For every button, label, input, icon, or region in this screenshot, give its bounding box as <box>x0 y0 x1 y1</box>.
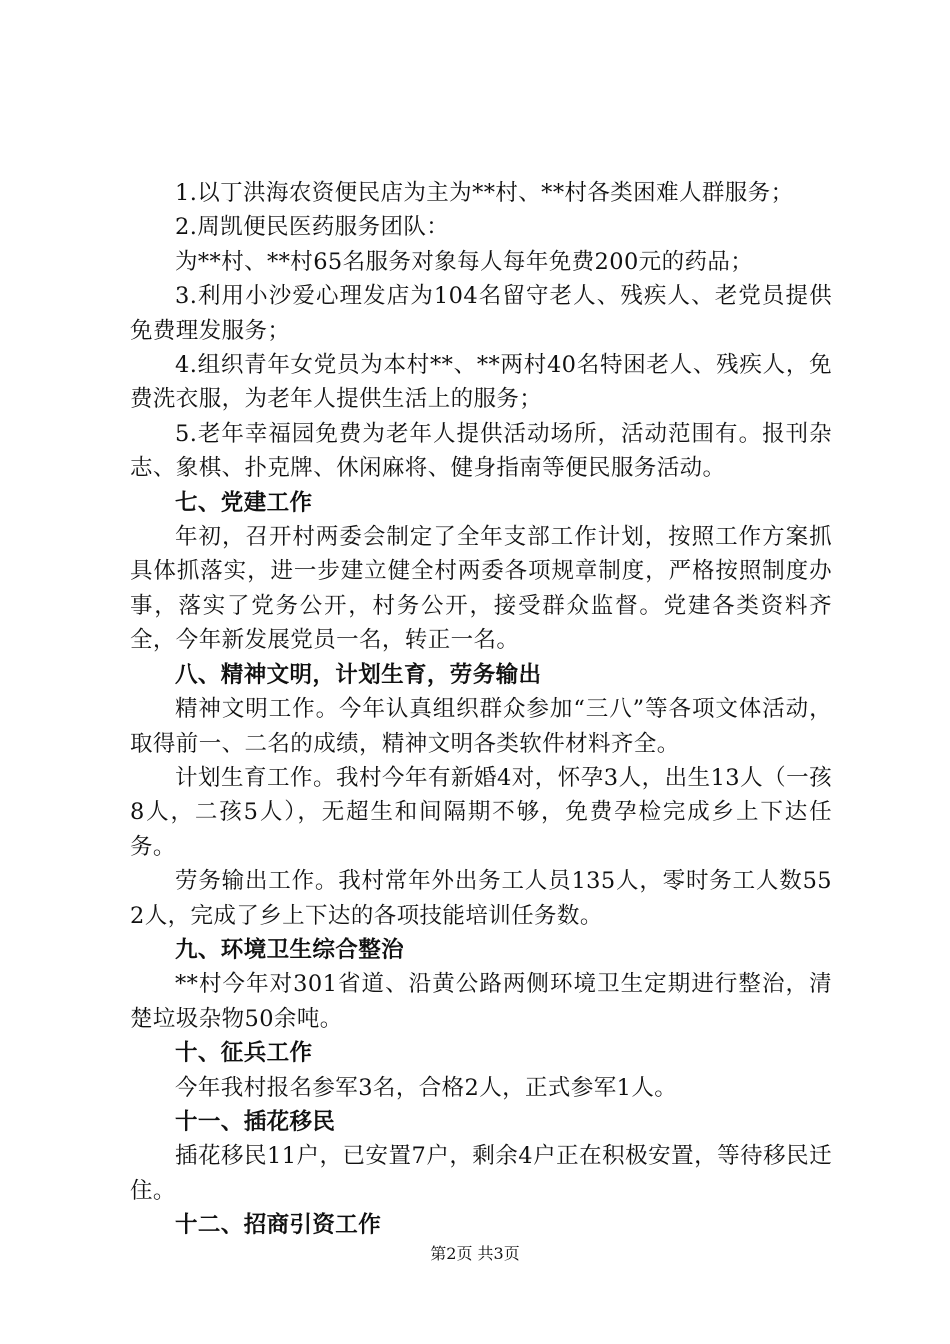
paragraph-party-building: 年初，召开村两委会制定了全年支部工作计划，按照工作方案抓具体抓落实，进一步建立健全村两委各项规章制度，严格按照制度办事，落实了党务公开，村务公开，接受群众监督。党建各类资料齐全，今年新发展党员一名，转正一名。 <box>130 524 832 654</box>
paragraph-family-planning: 计划生育工作。我村今年有新婚4对，怀孕3人，出生13人（一孩8人，二孩5人），无超生和间隔期不够，免费孕检完成乡上下达任务。 <box>130 764 832 860</box>
section-heading-party-building: 七、党建工作 <box>175 489 313 516</box>
section-heading-civilization: 八、精神文明，计划生育，劳务输出 <box>175 661 542 688</box>
page-number-footer: 第2页 共3页 <box>430 1244 520 1263</box>
paragraph-item-4: 4.组织青年女党员为本村**、**两村40名特困老人、残疾人，免费洗衣服，为老年人提供生活上的服务； <box>130 352 832 413</box>
paragraph-item-2-detail: 为**村、**村65名服务对象每人每年免费200元的药品； <box>175 248 754 275</box>
section-heading-environment: 九、环境卫生综合整治 <box>175 936 405 963</box>
paragraph-item-1: 1.以丁洪海农资便民店为主为**村、**村各类困难人群服务； <box>175 180 794 206</box>
paragraph-conscription: 今年我村报名参军3名，合格2人，正式参军1人。 <box>175 1074 678 1101</box>
section-heading-migration: 十一、插花移民 <box>175 1108 336 1135</box>
paragraph-labor-export: 劳务输出工作。我村常年外出务工人员135人，零时务工人数552人，完成了乡上下达的各项技能培训任务数。 <box>130 868 832 929</box>
paragraph-environment: **村今年对301省道、沿黄公路两侧环境卫生定期进行整治，清楚垃圾杂物50余吨。 <box>130 971 832 1032</box>
paragraph-item-2: 2.周凯便民医药服务团队： <box>175 214 450 241</box>
section-heading-conscription: 十、征兵工作 <box>175 1040 313 1067</box>
paragraph-item-3: 3.利用小沙爱心理发店为104名留守老人、残疾人、老党员提供免费理发服务； <box>130 283 832 344</box>
paragraph-item-5: 5.老年幸福园免费为老年人提供活动场所，活动范围有。报刊杂志、象棋、扑克牌、休闲麻将、健身指南等便民服务活动。 <box>130 420 832 482</box>
section-heading-investment: 十二、招商引资工作 <box>175 1212 382 1239</box>
document-body <box>130 176 832 1243</box>
paragraph-migration: 插花移民11户，已安置7户，剩余4户正在积极安置，等待移民迁住。 <box>130 1143 832 1204</box>
paragraph-civilization: 精神文明工作。今年认真组织群众参加“三八”等各项文体活动，取得前一、二名的成绩，精神文明各类软件材料齐全。 <box>130 696 832 757</box>
